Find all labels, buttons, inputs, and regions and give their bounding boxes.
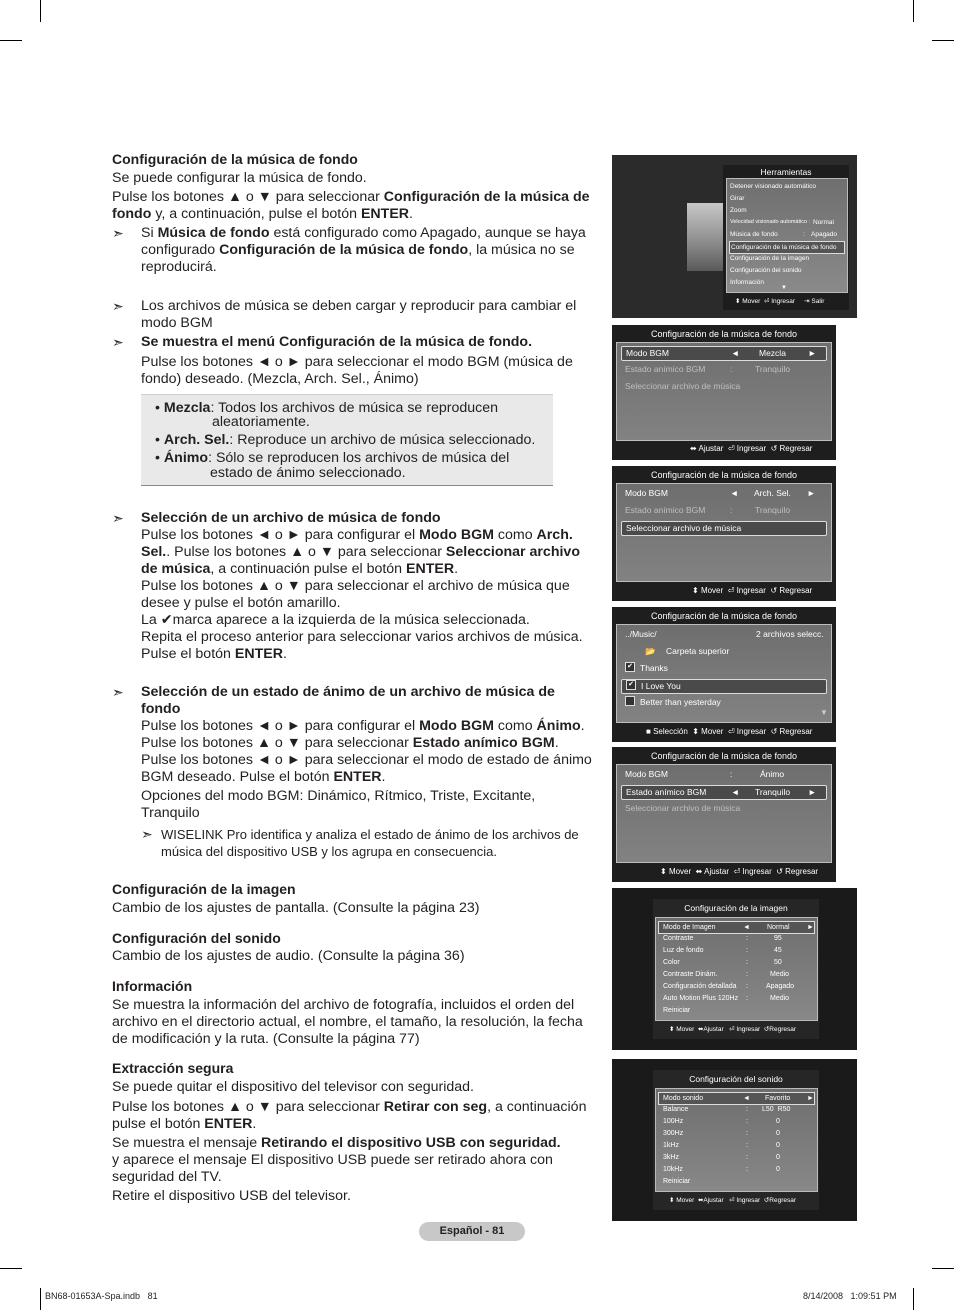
picture-panel <box>655 917 818 1021</box>
setting-row[interactable]: 10kHz : 0 <box>663 1166 780 1173</box>
folder-icon: 📂 <box>645 646 656 656</box>
sound-screen <box>612 1059 857 1221</box>
setting-row[interactable]: Reiniciar <box>663 1178 691 1185</box>
note-arrow-icon: ➣ <box>141 826 153 842</box>
row-seleccionar-archivo[interactable]: Seleccionar archivo de música <box>621 521 827 536</box>
crop-mark <box>932 40 954 41</box>
note-load-files: ➣ Los archivos de música se deben cargar y reproducir para cambiar el modo BGM <box>112 298 577 331</box>
checkbox-checked-icon[interactable]: ✔ <box>626 680 636 690</box>
note-arrow-icon: ➣ <box>112 298 124 314</box>
screen-title: Configuración de la música de fondo <box>650 329 798 339</box>
enter-icon: ⏎ <box>729 1197 735 1204</box>
crop-mark <box>40 1288 41 1310</box>
setting-row[interactable]: 3kHz : 0 <box>663 1154 780 1161</box>
section-title-sonido: Configuración del sonido <box>112 930 281 946</box>
enter-icon: ⏎ <box>727 727 735 736</box>
setting-row[interactable]: Configuración detallada : Apagado <box>663 983 795 990</box>
crop-mark <box>0 40 22 41</box>
tools-title: Herramientas <box>760 167 812 177</box>
screen-footer: ⬍ Mover ⏎ Ingresar ↺ Regresar <box>692 586 813 595</box>
enter-icon: ⏎ <box>763 298 770 305</box>
body-text: Se puede configurar la música de fondo. <box>112 170 367 186</box>
bgm-screen-3 <box>612 607 836 742</box>
setting-row[interactable]: 300Hz : 0 <box>663 1130 780 1137</box>
file-row-selected[interactable]: ✔ I Love You <box>621 679 827 694</box>
enter-icon: ⏎ <box>727 586 735 595</box>
screen-footer: ⬍ Mover ⬌ Ajustar ⏎ Ingresar ↺ Regresar <box>660 867 819 876</box>
move-icon: ⬍ <box>669 1026 675 1033</box>
scroll-down-icon: ▼ <box>820 708 828 717</box>
sound-panel <box>655 1088 818 1192</box>
photo-thumbnail <box>687 203 727 271</box>
move-icon: ⬍ <box>735 298 741 305</box>
tools-screen <box>612 155 857 318</box>
body-text: Se muestra la información del archivo de fotografía, incluidos el orden del archivo en el directorio actual, el nombre, el tamaño, la resolución, la fecha de modificación y la ruta. (Consulte la página 77) <box>112 997 583 1047</box>
adjust-icon: ⬌ <box>690 444 697 453</box>
footer-date: 8/14/2008 1:09:51 PM <box>803 1291 897 1301</box>
bgm-panel <box>616 342 832 441</box>
tools-list <box>726 178 848 293</box>
tools-item[interactable]: Información <box>730 279 764 286</box>
tools-item-selected[interactable]: Configuración de la música de fondo <box>729 241 845 254</box>
tools-footer: ⬍ Mover ⏎ Ingresar ⇥ Salir <box>735 298 825 305</box>
row-estado-animico[interactable]: Estado anímico BGM : Tranquilo <box>625 505 791 515</box>
enter-icon: ⏎ <box>727 444 735 453</box>
setting-row[interactable]: Color : 50 <box>663 959 782 966</box>
picture-menu <box>653 899 819 1039</box>
screen-title: Configuración de la imagen <box>684 903 788 913</box>
body-text: Cambio de los ajustes de pantalla. (Consulte la página 23) <box>112 900 480 916</box>
folder-row[interactable]: 📂 Carpeta superior <box>645 646 730 656</box>
adjust-icon: ⬌ <box>695 867 703 876</box>
row-seleccionar-archivo[interactable]: Seleccionar archivo de música <box>625 803 741 813</box>
checkbox-checked-icon[interactable]: ✔ <box>625 662 635 672</box>
return-icon: ↺ <box>763 1197 770 1204</box>
setting-row[interactable]: Contraste Dinám. : Medio <box>663 971 790 978</box>
screen-footer: ■ Selección ⬍ Mover ⏎ Ingresar ↺ Regresar <box>646 727 813 736</box>
return-icon: ↺ <box>770 727 778 736</box>
tools-menu <box>723 165 849 310</box>
setting-row[interactable]: Auto Motion Plus 120Hz : Medio <box>663 995 790 1002</box>
tools-item[interactable]: Girar <box>730 195 745 202</box>
checkmark-icon: ✔ <box>160 612 173 628</box>
tools-item[interactable]: Configuración de la imagen <box>730 255 810 262</box>
tools-item[interactable]: Detener visionado automático <box>730 183 816 190</box>
row-seleccionar-archivo[interactable]: Seleccionar archivo de música <box>625 381 741 391</box>
section-title-imagen: Configuración de la imagen <box>112 881 296 897</box>
row-modo-bgm[interactable]: Modo BGM : Ánimo <box>625 769 785 779</box>
row-modo-bgm[interactable]: Modo BGM ◄ Mezcla ► <box>621 346 827 361</box>
setting-row[interactable]: Balance : L50 R50 <box>663 1106 791 1113</box>
note-select-file: ➣ Selección de un archivo de música de fondo Pulse los botones ◄ o ► para configurar el Modo BGM como Arch. Sel.. Pulse los botones ▲ o ▼ para seleccionar Seleccionar archivo de música, a continuación pulse el botón ENTER. Pulse los botones ▲ o ▼ para seleccionar el archivo de música que desee y pulse el botón amarillo. La ✔marca aparece a la izquierda de la música seleccionada. Repita el proceso anterior para seleccionar varios archivos de música. Pulse el botón ENTER. <box>112 510 583 662</box>
setting-row[interactable]: 100Hz : 0 <box>663 1118 780 1125</box>
note-select-mood: ➣ Selección de un estado de ánimo de un archivo de música de fondo Pulse los botones ◄ o ► para configurar el Modo BGM como Ánimo. Pulse los botones ▲ o ▼ para seleccionar Estado anímico BGM. Pulse los botones ◄ o ► para seleccionar el modo de estado de ánimo BGM deseado. Pulse el botón ENTER. Opciones del modo BGM: Dinámico, Rítmico, Triste, Excitante, Tranquilo <box>112 684 592 821</box>
setting-row[interactable]: Luz de fondo : 45 <box>663 947 782 954</box>
enter-icon: ⏎ <box>733 867 741 876</box>
move-icon: ⬍ <box>669 1197 675 1204</box>
file-list-panel <box>616 624 832 723</box>
adjust-icon: ⬌ <box>697 1026 704 1033</box>
bgm-mode-box: • Mezcla: Todos los archivos de música se reproducen aleatoriamente. • Arch. Sel.: Reproduce un archivo de música seleccionado. • Ánimo: Sólo se reproducen los archivos de música del estado de ánimo seleccionado. <box>141 394 553 486</box>
return-icon: ↺ <box>770 444 778 453</box>
move-icon: ⬍ <box>692 727 699 736</box>
return-icon: ↺ <box>770 586 778 595</box>
note-bgm-off: ➣ Si Música de fondo está configurado como Apagado, aunque se haya configurado Configuración de la música de fondo, la música no se reproducirá. <box>112 225 586 275</box>
row-estado-animico[interactable]: Estado anímico BGM : Tranquilo <box>625 364 791 374</box>
screen-title: Configuración de la música de fondo <box>650 751 798 761</box>
setting-row[interactable]: Modo de Imagen ◄ Normal ► <box>658 921 815 934</box>
move-icon: ⬍ <box>660 867 667 876</box>
bgm-screen-4 <box>612 747 836 882</box>
section-title-bgm: Configuración de la música de fondo <box>112 151 358 167</box>
file-row[interactable]: ✔ Thanks <box>621 662 827 675</box>
return-icon: ↺ <box>763 1026 770 1033</box>
bgm-screen-2 <box>612 466 836 601</box>
scroll-down-icon: ▼ <box>781 285 787 291</box>
tools-item[interactable]: Velocidad visionado automático : Normal <box>730 219 834 226</box>
bgm-panel <box>616 483 832 582</box>
checkbox-icon[interactable] <box>625 696 635 706</box>
page-number: Español - 81 <box>419 1222 525 1241</box>
tools-item[interactable]: Música de fondo : Apagado <box>730 231 838 238</box>
file-row[interactable]: Better than yesterday <box>621 696 827 709</box>
move-icon: ⬍ <box>692 586 699 595</box>
crop-mark <box>40 0 41 22</box>
crop-mark <box>913 1288 914 1310</box>
body-text: Pulse los botones ▲ o ▼ para seleccionar Configuración de la música de <box>112 189 590 205</box>
crop-mark <box>913 0 914 22</box>
setting-row[interactable]: Reiniciar <box>663 1007 691 1014</box>
crop-mark <box>0 1268 22 1269</box>
section-title-info: Información <box>112 978 193 994</box>
section-title-extraccion: Extracción segura <box>112 1060 234 1076</box>
screen-title: Configuración del sonido <box>689 1074 783 1084</box>
sound-menu <box>653 1070 819 1210</box>
return-icon: ↺ <box>776 867 783 876</box>
setting-row[interactable]: Contraste : 95 <box>663 935 782 942</box>
note-arrow-icon: ➣ <box>112 510 124 526</box>
note-arrow-icon: ➣ <box>112 225 124 241</box>
body-text: Cambio de los ajustes de audio. (Consulte la página 36) <box>112 948 465 964</box>
bgm-panel <box>616 764 832 863</box>
screen-title: Configuración de la música de fondo <box>650 611 798 621</box>
bgm-screen-1 <box>612 325 836 460</box>
row-estado-animico[interactable]: Estado anímico BGM ◄ Tranquilo ► <box>621 785 827 800</box>
tools-item[interactable]: Zoom <box>730 207 747 214</box>
adjust-icon: ⬌ <box>697 1197 704 1204</box>
exit-icon: ⇥ <box>804 298 810 305</box>
tools-item[interactable]: Configuración del sonido <box>730 267 802 274</box>
screen-footer: ⬍ Mover ⬌Ajustar ⏎ Ingresar ↺Regresar <box>669 1026 796 1033</box>
row-modo-bgm[interactable]: Modo BGM ◄ Arch. Sel. ► <box>625 488 816 498</box>
picture-screen <box>612 888 857 1050</box>
screen-footer: ⬌ Ajustar ⏎ Ingresar ↺ Regresar <box>690 444 813 453</box>
path-row: ../Music/ 2 archivos selecc. <box>625 629 824 639</box>
screen-title: Configuración de la música de fondo <box>650 470 798 480</box>
footer-file: BN68-01653A-Spa.indb 81 <box>45 1291 158 1301</box>
body-text: Se puede quitar el dispositivo del televisor con seguridad. Pulse los botones ▲ o ▼ para seleccionar Retirar con seg, a continuación pulse el botón ENTER. Se muestra el mensaje Retirando el dispositivo USB con seguridad. y aparece el mensaje El dispositivo USB puede ser retirado ahora con seguridad del TV. Retire el dispositivo USB del televisor. <box>112 1079 587 1204</box>
enter-icon: ⏎ <box>729 1026 735 1033</box>
note-wiselink: ➣ WISELINK Pro identifica y analiza el estado de ánimo de los archivos de música del dispositivo USB y los agrupa en consecuencia. <box>141 826 579 859</box>
yellow-button-icon: ■ <box>646 727 651 736</box>
body-text: fondo y, a continuación, pulse el botón ENTER. <box>112 206 413 222</box>
note-arrow-icon: ➣ <box>112 684 124 700</box>
screen-footer: ⬍ Mover ⬌Ajustar ⏎ Ingresar ↺Regresar <box>669 1197 796 1204</box>
note-arrow-icon: ➣ <box>112 334 124 350</box>
note-bgm-menu: ➣ Se muestra el menú Configuración de la música de fondo. Pulse los botones ◄ o ► para seleccionar el modo BGM (música de fondo) deseado. (Mezcla, Arch. Sel., Ánimo) <box>112 334 573 387</box>
crop-mark <box>932 1268 954 1269</box>
setting-row[interactable]: 1kHz : 0 <box>663 1142 780 1149</box>
setting-row[interactable]: Modo sonido ◄ Favorito ► <box>658 1092 815 1105</box>
